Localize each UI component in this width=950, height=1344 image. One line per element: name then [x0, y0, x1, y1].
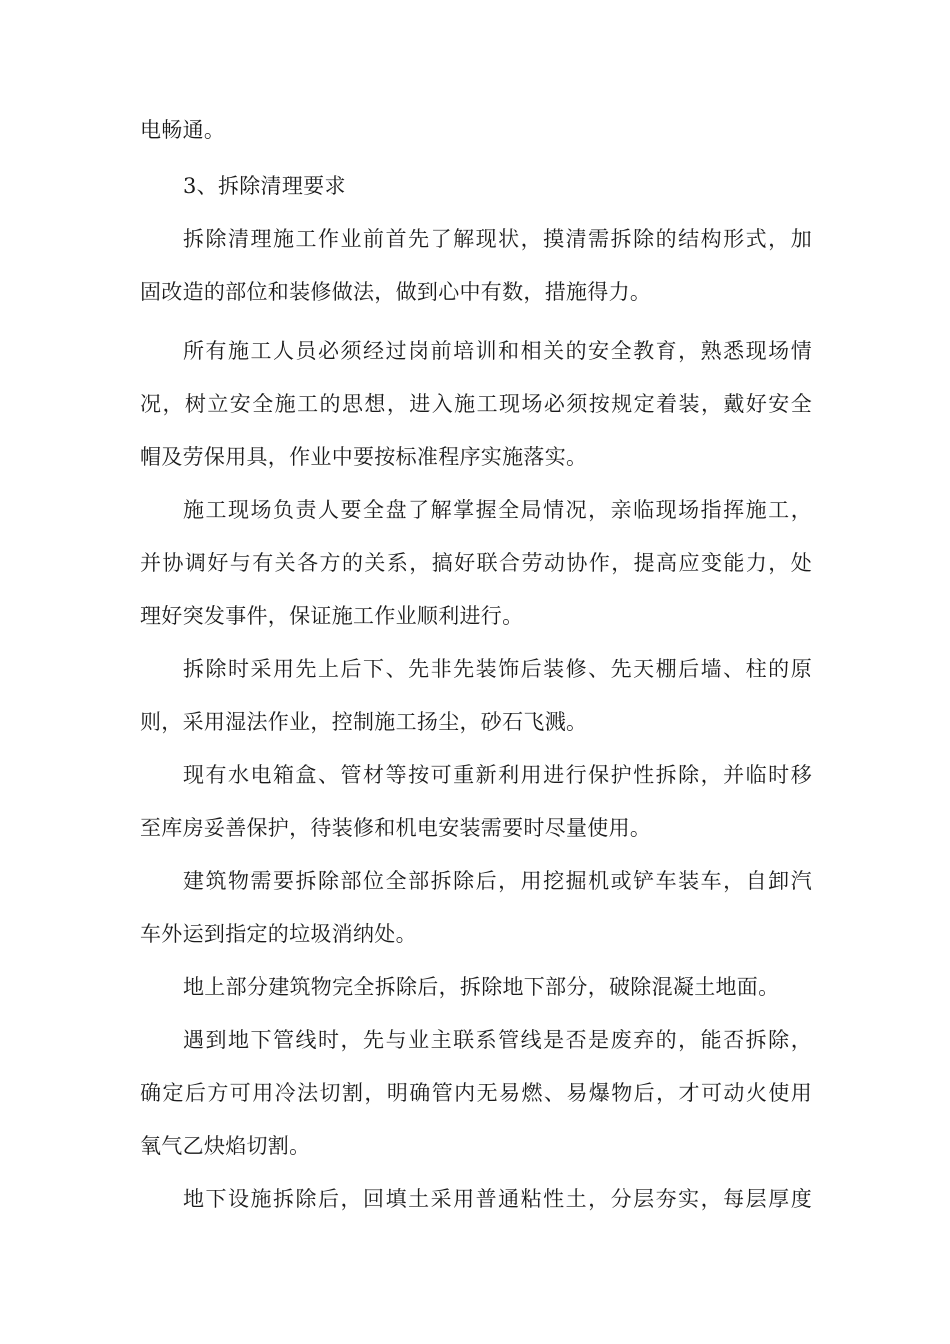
text-line: 所有施工人员必须经过岗前培训和相关的安全教育，熟悉现场情	[183, 339, 812, 363]
text-line: 现有水电箱盒、管材等按可重新利用进行保护性拆除，并临时移	[183, 763, 812, 787]
text-line: 况，树立安全施工的思想，进入施工现场必须按规定着装，戴好安全	[140, 392, 812, 416]
text-line: 建筑物需要拆除部位全部拆除后，用挖掘机或铲车装车，自卸汽	[183, 869, 812, 893]
text-line: 施工现场负责人要全盘了解掌握全局情况，亲临现场指挥施工，	[183, 498, 812, 522]
text-line: 理好突发事件，保证施工作业顺利进行。	[140, 604, 524, 628]
text-line: 氧气乙炔焰切割。	[140, 1134, 311, 1158]
text-line: 地上部分建筑物完全拆除后，拆除地下部分，破除混凝土地面。	[183, 975, 780, 999]
text-line: 地下设施拆除后，回填土采用普通粘性土，分层夯实，每层厚度	[183, 1187, 812, 1211]
text-line: 电畅通。	[140, 118, 226, 142]
text-line: 固改造的部位和装修做法，做到心中有数，措施得力。	[140, 280, 652, 304]
text-line: 确定后方可用冷法切割，明确管内无易燃、易爆物后，才可动火使用	[140, 1081, 812, 1105]
text-line: 并协调好与有关各方的关系，搞好联合劳动协作，提高应变能力，处	[140, 551, 812, 575]
text-line: 遇到地下管线时，先与业主联系管线是否是废弃的，能否拆除，	[183, 1028, 812, 1052]
section-heading: 3、拆除清理要求	[183, 174, 346, 198]
text-line: 拆除清理施工作业前首先了解现状，摸清需拆除的结构形式，加	[183, 227, 812, 251]
text-line: 拆除时采用先上后下、先非先装饰后装修、先天棚后墙、柱的原	[183, 657, 812, 681]
text-line: 帽及劳保用具，作业中要按标准程序实施落实。	[140, 445, 588, 469]
text-line: 则，采用湿法作业，控制施工扬尘，砂石飞溅。	[140, 710, 588, 734]
text-line: 至库房妥善保护，待装修和机电安装需要时尽量使用。	[140, 816, 652, 840]
text-line: 车外运到指定的垃圾消纳处。	[140, 922, 417, 946]
